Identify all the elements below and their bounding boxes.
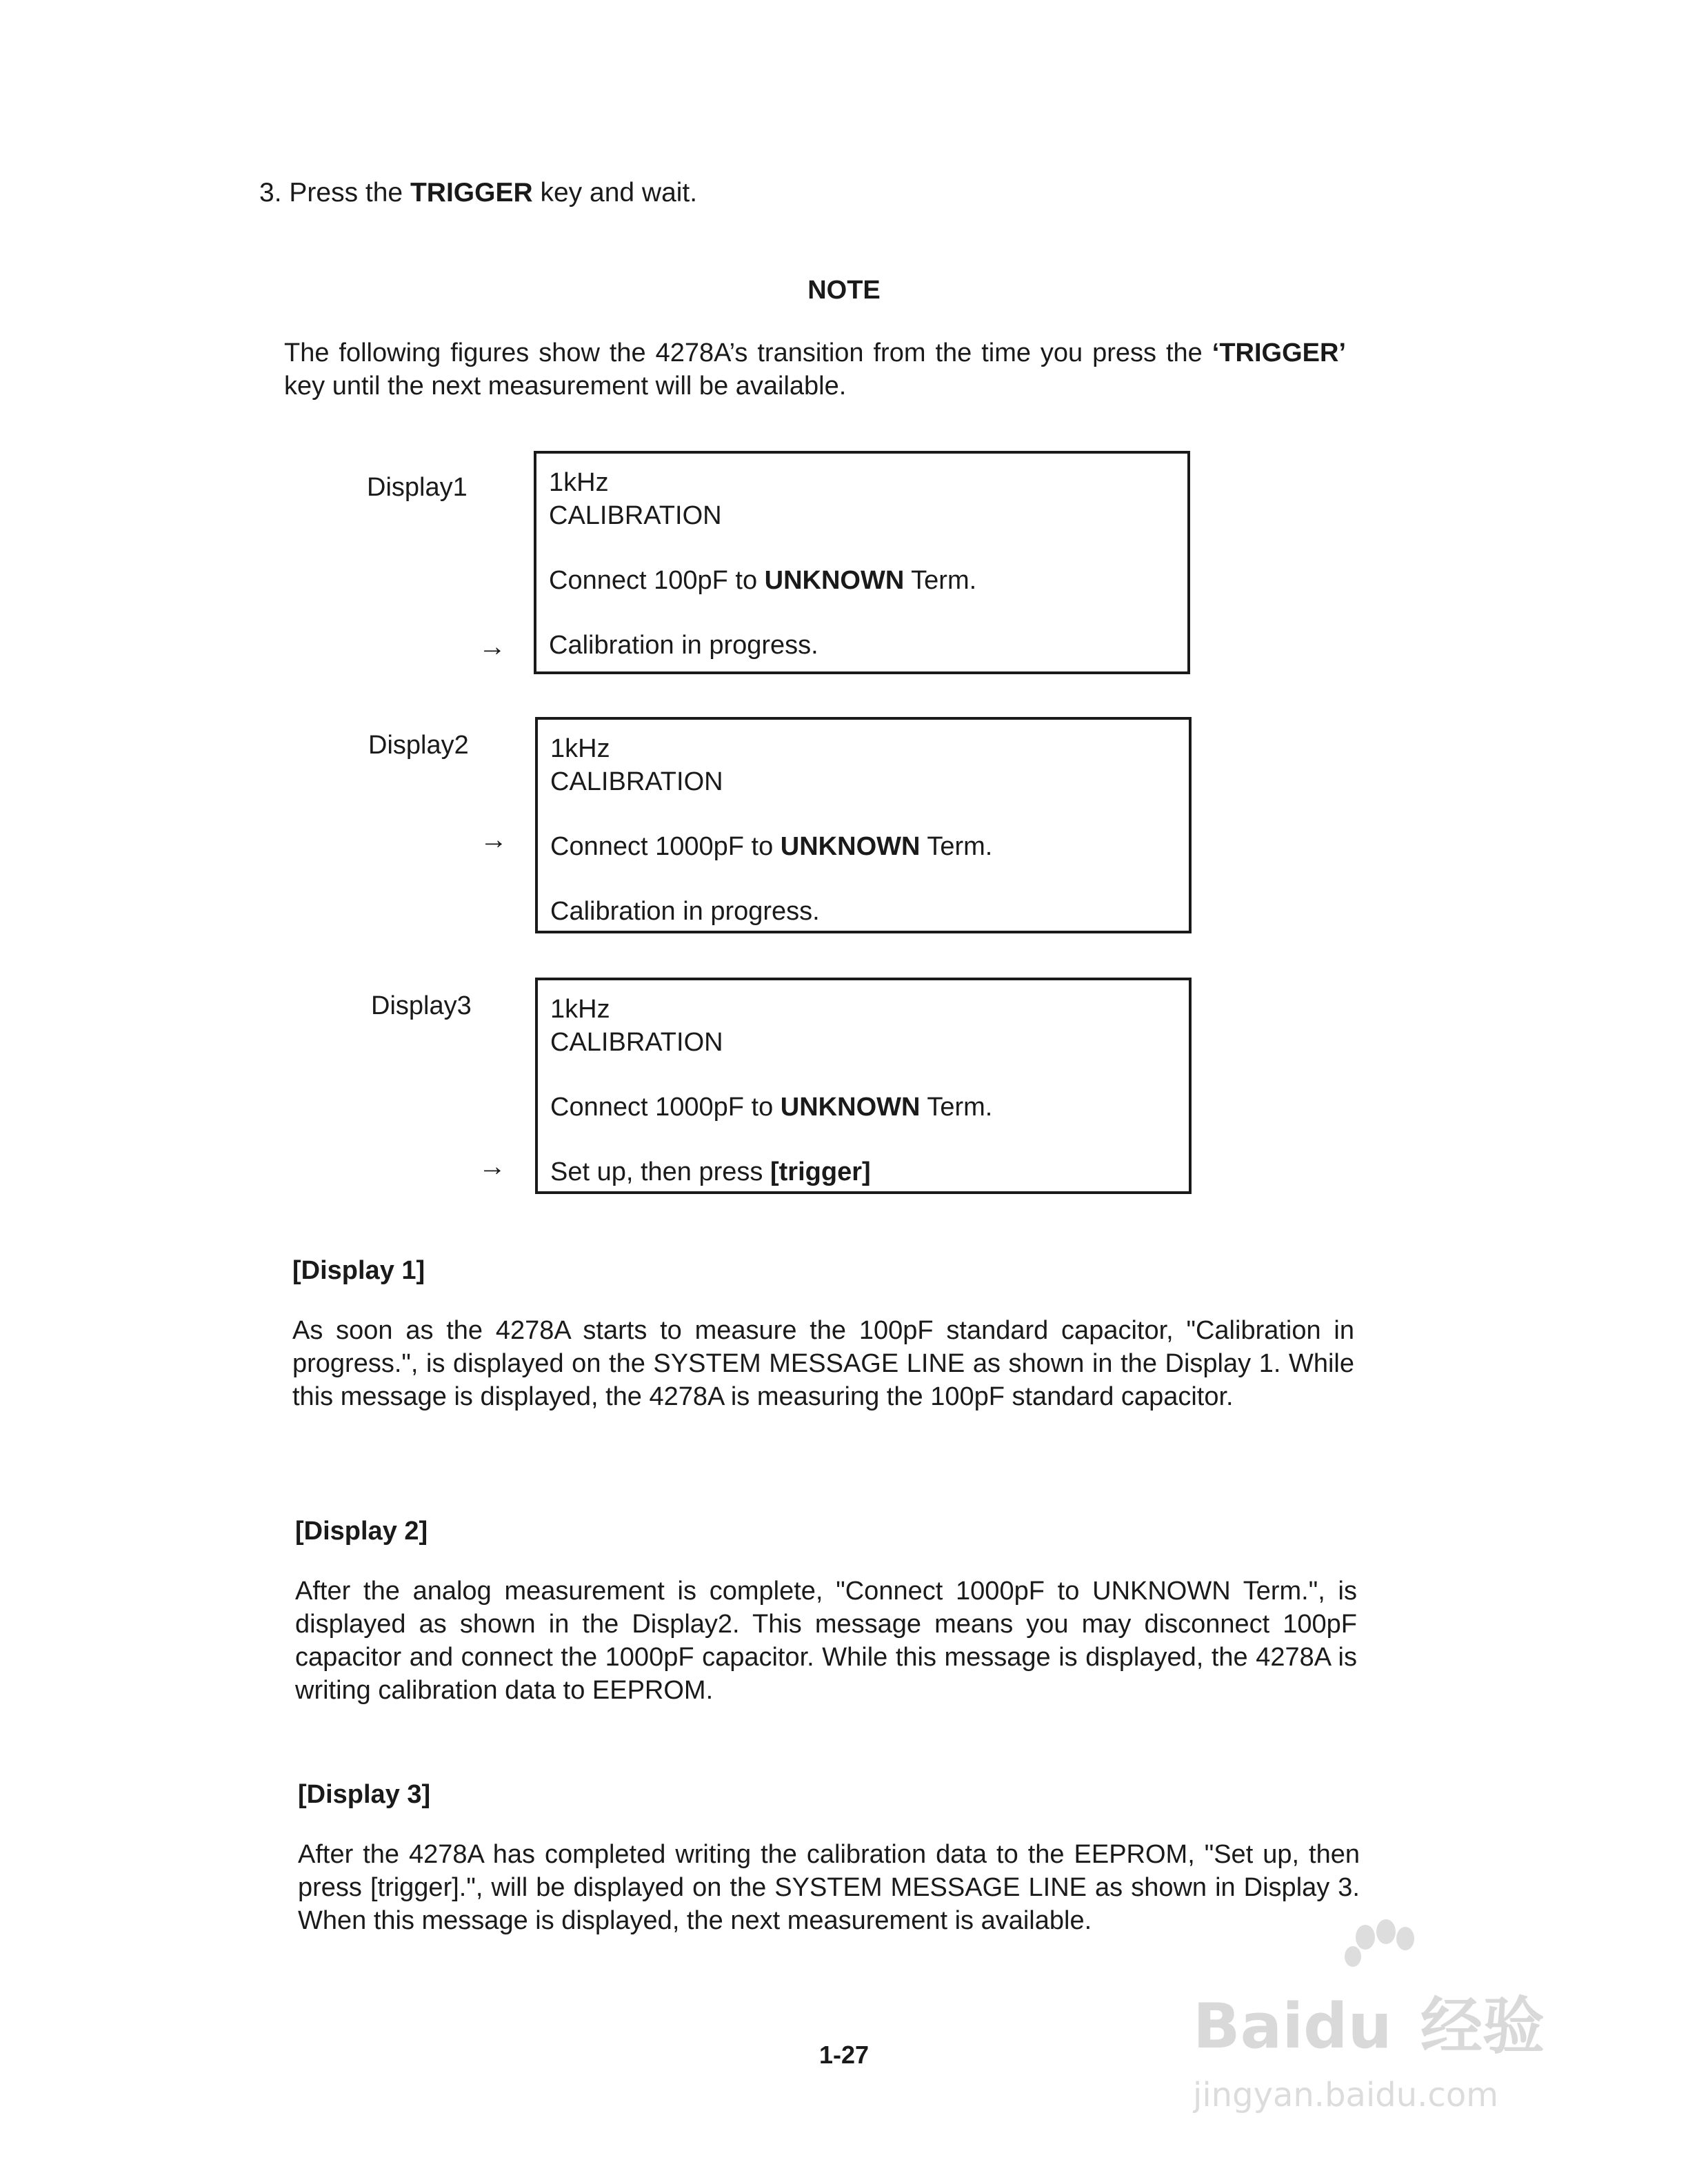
step-3 — [259, 178, 697, 208]
display2-label: Display2 — [368, 731, 469, 760]
step-key: TRIGGER — [410, 178, 533, 208]
note-paragraph — [284, 336, 1346, 403]
watermark-brand: Baidu — [1193, 1990, 1392, 2063]
note-text-pre: The following figures show the 4278A’s transition from the time you press the — [284, 338, 1203, 367]
display3-connect-line: Connect 1000pF to UNKNOWN Term. — [550, 1093, 993, 1122]
paw-icon — [1345, 1919, 1414, 1967]
step-text-post: key and wait. — [540, 178, 698, 208]
display2-screen — [535, 717, 1192, 933]
section1-text: As soon as the 4278A starts to measure the 100pF standard capacitor, "Calibration in progress.", is displayed on the SYSTEM MESSAGE LINE as shown in the Display 1. While this message is displayed, the 4278A is measuring the 100pF standard capacitor. — [292, 1316, 1354, 1411]
display1-status-line: Calibration in progress. — [549, 631, 818, 660]
step-text-pre: Press the — [289, 178, 403, 208]
note-title: NOTE — [807, 276, 881, 305]
display3-label: Display3 — [371, 991, 472, 1020]
display1-label: Display1 — [367, 473, 468, 502]
step-number: 3. — [259, 178, 282, 208]
display1-connect-line: Connect 100pF to UNKNOWN Term. — [549, 566, 977, 595]
display3-freq: 1kHz — [550, 995, 610, 1024]
watermark-url: jingyan.baidu.com — [1193, 2076, 1498, 2114]
section2-text: After the analog measurement is complete, "Connect 1000pF to UNKNOWN Term.", is displayed as shown in the Display2. This message means you may disconnect 100pF capacitor and connect the 1000pF capacitor. While this message is displayed, the 4278A is writing calibration data to EEPROM. — [295, 1577, 1357, 1705]
watermark-cn: 经验 — [1420, 1990, 1545, 2063]
display3-mode: CALIBRATION — [550, 1028, 723, 1057]
section2-heading: [Display 2] — [295, 1517, 428, 1546]
display1-arrow-icon: → — [479, 631, 506, 662]
display2-connect-line: Connect 1000pF to UNKNOWN Term. — [550, 832, 993, 861]
display3-screen — [535, 978, 1192, 1194]
section1-heading: [Display 1] — [292, 1256, 425, 1285]
display2-freq: 1kHz — [550, 734, 610, 763]
display2-status-line: Calibration in progress. — [550, 897, 820, 926]
baidu-watermark-logo — [1193, 1917, 1579, 2123]
note-text-post: key until the next measurement will be available. — [284, 372, 847, 401]
display2-arrow-icon: → — [480, 825, 508, 855]
display1-mode: CALIBRATION — [549, 501, 722, 530]
section3-text: After the 4278A has completed writing the calibration data to the EEPROM, "Set up, then press [trigger].", will be displayed on the SYSTEM MESSAGE LINE as shown in Display 3. When this message is displayed, the next measurement is available. — [298, 1840, 1360, 1935]
display1-freq: 1kHz — [549, 468, 609, 497]
note-key: ‘TRIGGER’ — [1212, 338, 1346, 367]
display2-mode: CALIBRATION — [550, 767, 723, 796]
display1-screen — [534, 451, 1190, 674]
display3-arrow-icon: → — [479, 1151, 506, 1182]
display3-status-line: Set up, then press [trigger] — [550, 1157, 871, 1186]
section3-heading: [Display 3] — [298, 1780, 431, 1809]
page-number: 1-27 — [818, 2041, 870, 2069]
